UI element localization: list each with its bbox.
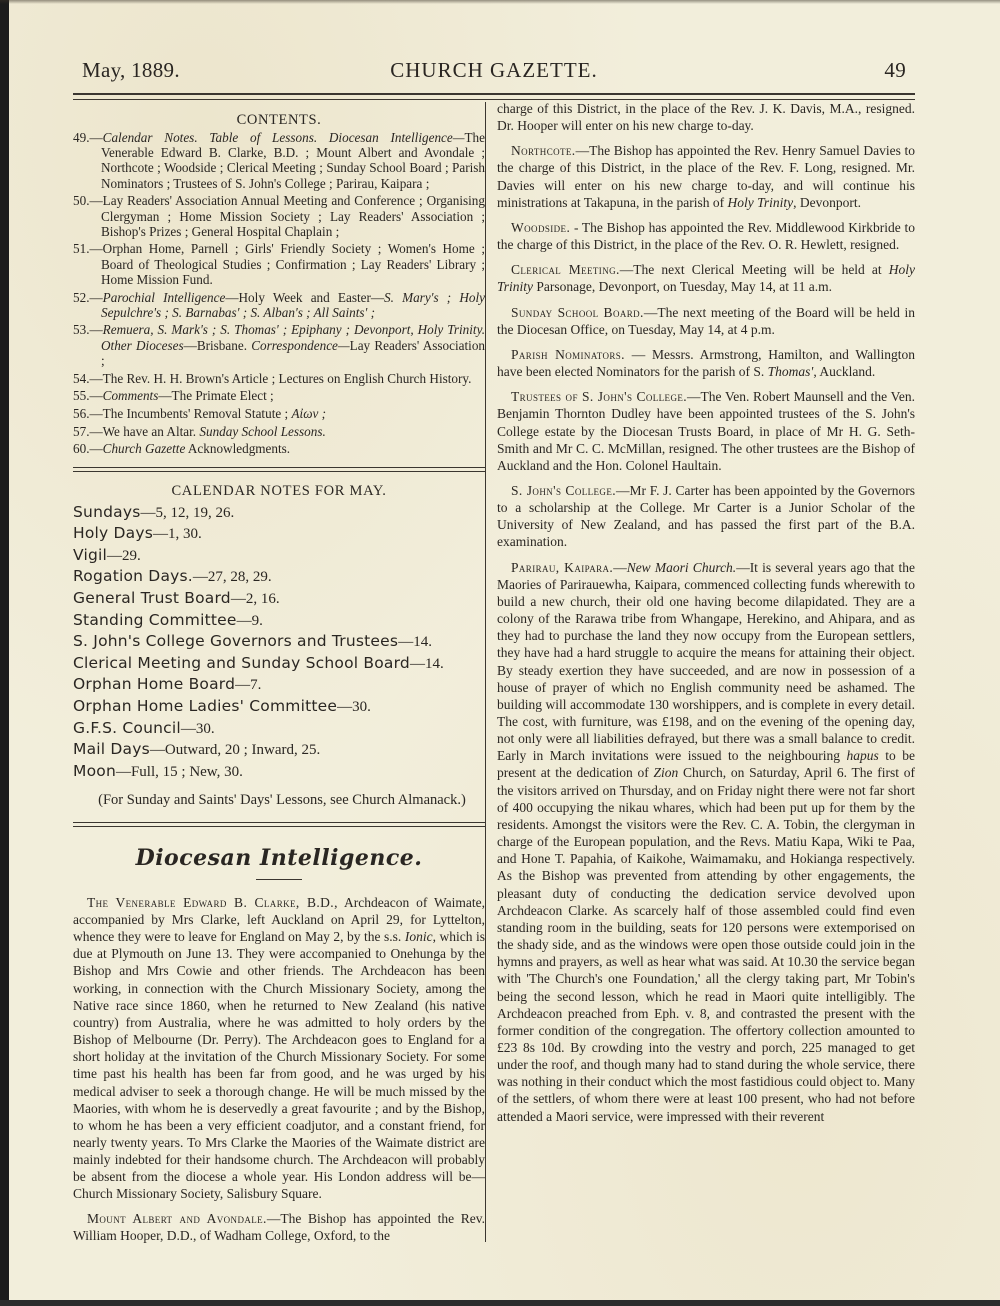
calendar-item: [73, 739, 485, 761]
article-paragraph: The Venerable Edward B. Clarke, B.D., Archdeacon of Waimate, accompanied by Mrs Clarke, left Auckland on April 29, for Lyttelton, whence they were to leave for England on May 2, by the s.s. Ionic, which is due at Plymouth on June 13. They were accompanied to Onehunga by the Bishop and Mrs Cowie and other friends. The Archdeacon has been working, in connection with the Church Missionary Society, among the Native race since 1860, when he returned to New Zealand (his native country) from Australia, where he was admitted to holy orders by the Bishop of Melbourne (Dr. Perry). The Archdeacon goes to England for a short holiday at the invitation of the Church Missionary Society. For some time past his health has been far from good, and he was urged by his medical adviser to seek a thorough change. He will be much missed by the Maories, with whom he is deservedly a great favourite ; and by the Bishop, to whom he has been a very efficient coadjutor, and a constant friend, for nearly twenty years. To Mrs Clarke the Maories of the Waimate district are mainly indebted for their handsome church. The Archdeacon will probably be absent from the diocese a whole year. His London address will be—Church Missionary Society, Salisbury Square.: [73, 894, 485, 1202]
contents-item: [73, 241, 485, 287]
contents-text: Lay Readers' Association ;: [101, 337, 486, 368]
contents-item: [73, 441, 485, 456]
calendar-item-label: Holy Days: [73, 524, 154, 543]
calendar-item: [73, 718, 485, 740]
contents-page-number: 57.—: [73, 423, 103, 439]
calendar-item: [73, 502, 485, 524]
contents-title: CONTENTS.: [236, 112, 322, 128]
calendar-item-label: Rogation Days.: [73, 567, 193, 586]
calendar-item-value: —5, 12, 19, 26.: [140, 504, 235, 521]
contents-page-number: 55.—: [73, 388, 103, 404]
contents-item: [73, 322, 485, 368]
calendar-item: [73, 523, 485, 545]
calendar-item: [73, 653, 485, 675]
column-divider: [485, 102, 486, 1242]
calendar-item-value: —14.: [398, 634, 432, 651]
calendar-item-label: Standing Committee: [73, 610, 237, 629]
calendar-list: [73, 502, 485, 783]
article-paragraph: Parirau, Kaipara.—New Maori Church.—It is several years ago that the Maories of Parirauewha, Kaipara, commenced collecting funds wherewith to build a new church, their old one having become dilapidated. They are a colony of the Rarawa tribe from Whangape, Herekino, and Ahipara, and as they had to purchase the land they now occupy from the European settlers, they have had a hard struggle to acquire the means for attaining their object. By steady exertion they have succeeded, and are now in possession of a house of prayer of which no English community need be ashamed. The building will accommodate 130 worshippers, and is complete in every detail. The cost, with furniture, was £198, and on the evening of the opening day, not only were all liabilities defrayed, but there was a small balance to credit. Early in March invitations were issued to the neighbouring hapus to be present at the dedication of Zion Church, on Saturday, April 6. The first of the visitors arrived on Thursday, and on Friday night there were not far short of 400 occupying the nikau whares, which had been put up for them by the residents. Amongst the visitors were the Rev. C. A. Tobin, the clergyman in charge of the European population, and the Revs. Matiu Kapa, Wiki te Paa, and Hone T. Papahia, of Kaikohe, Waimamaku, and Hokianga respectively. As the Bishop was prevented from attending by other engagements, the pleasant duty of conducting the dedication service devolved upon Archdeacon Clarke. As scarcely half of those assembled could find even standing room in the building, seats for 120 persons were extemporised on the shady side, and as the windows were open those outside could join in the hymns and prayers, as well as hear what was said. At 10.30 the service began with 'The Church's one Foundation,' all the clergy taking part, Mr Tobin's being the second lesson, which he read in Maori quite intelligibly. The Archdeacon preached from Eph. v. 8, and contrasted the present with the former condition of the congregation. The offertory collection amounted to £23 8s 10d. By crowding into the vestry and porch, 225 managed to get under the roof, and though many had to stand during the whole service, there was nothing in their conduct which the most fastidious could object to. Many of the settlers, of whom there were at least 100 present, who had not before attended a Maori service, were impressed with their reverent: [497, 559, 915, 1124]
calendar-item-value: —Full, 15 ; New, 30.: [115, 763, 243, 780]
calendar-item-value: —1, 30.: [153, 526, 202, 543]
section-heading: Diocesan Intelligence.: [135, 844, 423, 871]
calendar-item-label: Moon: [73, 761, 116, 780]
heading-dash: [256, 879, 302, 880]
contents-page-number: 60.—: [73, 441, 103, 457]
header-rule: [73, 93, 915, 100]
contents-italic-text: Calendar Notes. Table of Lessons. Diocesan Intelligence—: [102, 130, 465, 145]
right-article-body: [497, 100, 915, 1125]
paragraph-lead: S. John's College.: [511, 482, 617, 498]
italic-text: Holy Trinity: [497, 262, 915, 295]
scan-bottom-edge: [0, 1300, 1000, 1306]
scan-top-edge: [0, 0, 1000, 4]
contents-italic-text: Remuera, S. Mark's ; S. Thomas' ; Epiphany ; Devonport, Holy Trinity. Other Dioceses: [101, 322, 485, 353]
italic-text: Holy Trinity: [727, 194, 794, 210]
calendar-item-label: General Trust Board: [73, 588, 231, 607]
contents-text: We have an Altar.: [102, 423, 200, 439]
paragraph-lead: Parish Nominators.: [511, 346, 625, 362]
italic-text: Thomas': [767, 364, 814, 380]
contents-item: [73, 424, 485, 439]
italic-text: Zion: [653, 765, 679, 781]
calendar-item: [73, 631, 485, 653]
italic-text: Ionic: [404, 929, 433, 945]
calendar-note: (For Sunday and Saints' Days' Lessons, see Church Almanack.): [98, 792, 466, 809]
contents-text: The Rev. H. H. Brown's Article ; Lectures on English Church History.: [102, 370, 472, 386]
article-paragraph: charge of this District, in the place of the Rev. J. K. Davis, M.A., resigned. Dr. Hooper will enter on his new charge to-day.: [497, 101, 915, 134]
calendar-item: [73, 545, 485, 567]
contents-text: Acknowledgments.: [185, 441, 291, 457]
article-paragraph: S. John's College.—Mr F. J. Carter has been appointed by the Governors to a scholarship at the College. Mr Carter is a Junior Scholar of the University of New Zealand, and has passed the first part of the B.A. examination.: [497, 482, 915, 550]
contents-item: [73, 290, 485, 320]
paragraph-lead: Sunday School Board.: [511, 304, 644, 320]
contents-item: [73, 388, 485, 403]
page-number: 49: [884, 58, 906, 82]
calendar-item-value: —29.: [107, 547, 141, 564]
article-paragraph: Sunday School Board.—The next meeting of the Board will be held in the Diocesan Office, on Tuesday, May 14, at 4 p.m.: [497, 304, 915, 337]
contents-page-number: 49.—: [73, 130, 103, 145]
calendar-item-value: —Outward, 20 ; Inward, 25.: [149, 742, 321, 759]
section-rule: [73, 822, 485, 827]
calendar-item: [73, 696, 485, 718]
paragraph-lead: Mount Albert and Avondale.: [87, 1210, 267, 1226]
contents-item: [73, 371, 485, 386]
paragraph-lead: Northcote.: [511, 143, 576, 159]
article-paragraph: Northcote.—The Bishop has appointed the Rev. Henry Samuel Davies to the charge of this District, in the place of the Rev. F. Long, resigned. Mr. Davies will enter on his new charge to-day, and will continue his ministrations at Takapuna, in the parish of Holy Trinity, Devonport.: [497, 143, 915, 210]
contents-italic-text: Church Gazette: [102, 441, 186, 457]
calendar-item-label: G.F.S. Council: [73, 718, 181, 737]
publication-title: CHURCH GAZETTE.: [390, 58, 598, 82]
calendar-item: [73, 588, 485, 610]
running-head: [82, 58, 906, 86]
contents-page-number: 51.—: [73, 241, 103, 257]
contents-page-number: 52.—: [73, 289, 103, 305]
contents-text: Lay Readers' Association Annual Meeting and Conference ; Organising Clergyman ; Home Mission Society ; Lay Readers' Association ; Bishop's Prizes ; General Hospital Chaplain ;: [101, 193, 485, 239]
contents-item: [73, 193, 485, 239]
contents-italic-text: Correspondence—: [251, 337, 350, 353]
calendar-item-label: Clerical Meeting and Sunday School Board: [73, 653, 410, 672]
contents-text: The Venerable Edward B. Clarke, B.D. ; Mount Albert and Avondale ; Northcote ; Woodside ; Clerical Meeting ; Sunday School Board ; Parish Nominators ; Trustees of S. John's College ; Parirau, Kaipara ;: [101, 130, 485, 191]
calendar-item: [73, 610, 485, 632]
paragraph-lead: Parirau, Kaipara.: [511, 559, 614, 575]
calendar-item: [73, 761, 485, 783]
calendar-item-value: —2, 16.: [230, 590, 280, 607]
contents-italic-text: Comments: [102, 388, 159, 404]
contents-text: Orphan Home, Parnell ; Girls' Friendly Society ; Women's Home ; Board of Theological Studies ; Confirmation ; Lay Readers' Library ; Home Mission Fund.: [101, 241, 485, 287]
calendar-item-label: S. John's College Governors and Trustees: [73, 632, 399, 651]
calendar-item-label: Orphan Home Board: [73, 675, 236, 694]
contents-text: —Brisbane.: [183, 337, 252, 353]
calendar-item-value: —9.: [236, 612, 263, 629]
calendar-item: [73, 566, 485, 588]
article-paragraph: Trustees of S. John's College.—The Ven. Robert Maunsell and the Ven. Benjamin Thornton Dudley have been appointed trustees of the S. John's College estate by the Diocesan Trusts Board, in place of Mr H. G. Seth-Smith and Mr C. C. McMillan, resigned. The other trustees are the Bishop of Auckland and the Hon. Colonel Haultain.: [497, 389, 915, 473]
scan-left-edge: [0, 0, 9, 1306]
calendar-item-label: Mail Days: [73, 740, 150, 759]
contents-text: The Incumbents' Removal Statute ;: [102, 405, 292, 421]
contents-text: —Holy Week and Easter—: [225, 289, 385, 305]
calendar-title: CALENDAR NOTES FOR MAY.: [171, 482, 387, 499]
paragraph-lead: Woodside.: [511, 219, 571, 235]
calendar-item-value: —14.: [409, 655, 444, 672]
article-paragraph: Mount Albert and Avondale.—The Bishop has appointed the Rev. William Hooper, D.D., of Wadham College, Oxford, to the: [73, 1210, 486, 1243]
article-paragraph: Woodside. - The Bishop has appointed the Rev. Middlewood Kirkbride to the charge of this District, in the place of the Rev. O. R. Hewlett, resigned.: [497, 219, 915, 253]
contents-page-number: 53.—: [73, 322, 103, 338]
calendar-item-value: —30.: [337, 698, 371, 715]
calendar-item-value: —30.: [180, 720, 215, 737]
contents-item: [73, 406, 485, 421]
contents-page-number: 50.—: [73, 193, 103, 209]
article-paragraph: Parish Nominators. — Messrs. Armstrong, Hamilton, and Wallington have been elected Nominators for the parish of S. Thomas', Auckland.: [497, 346, 915, 380]
contents-italic-text: Aἰων ;: [291, 405, 327, 421]
contents-page-number: 54.—: [73, 370, 103, 386]
calendar-item-label: Orphan Home Ladies' Committee: [73, 696, 338, 715]
contents-page-number: 56.—: [73, 405, 103, 421]
paragraph-lead: The Venerable Edward B. Clarke, B.D.,: [87, 894, 338, 910]
article-paragraph: Clerical Meeting.—The next Clerical Meeting will be held at Holy Trinity Parsonage, Devonport, on Tuesday, May 14, at 11 a.m.: [497, 262, 915, 295]
left-article-body: [73, 894, 485, 1244]
left-column: [73, 100, 485, 1251]
calendar-item-value: —7.: [235, 677, 262, 694]
contents-text: —The Primate Elect ;: [158, 388, 274, 404]
contents-item: [73, 130, 485, 191]
calendar-item-value: —27, 28, 29.: [192, 569, 272, 586]
calendar-item-label: Vigil: [73, 545, 108, 564]
contents-italic-text: Sunday School Lessons.: [199, 423, 326, 439]
paragraph-lead: Clerical Meeting.: [511, 262, 620, 278]
contents-italic-text: Parochial Intelligence: [102, 289, 226, 305]
italic-text: hapus: [846, 748, 879, 764]
paragraph-lead: Trustees of S. John's College.: [511, 389, 688, 405]
right-column: [497, 100, 915, 1133]
contents-italic-text: S. Mary's ; Holy Sepulchre's ; S. Barnabas' ; S. Alban's ; All Saints' ;: [101, 289, 485, 320]
calendar-item: [73, 674, 485, 696]
italic-text: New Maori Church.: [626, 559, 737, 575]
contents-list: [73, 130, 485, 457]
section-rule: [73, 467, 485, 472]
calendar-item-label: Sundays: [73, 502, 141, 521]
issue-date: May, 1889.: [82, 58, 180, 82]
